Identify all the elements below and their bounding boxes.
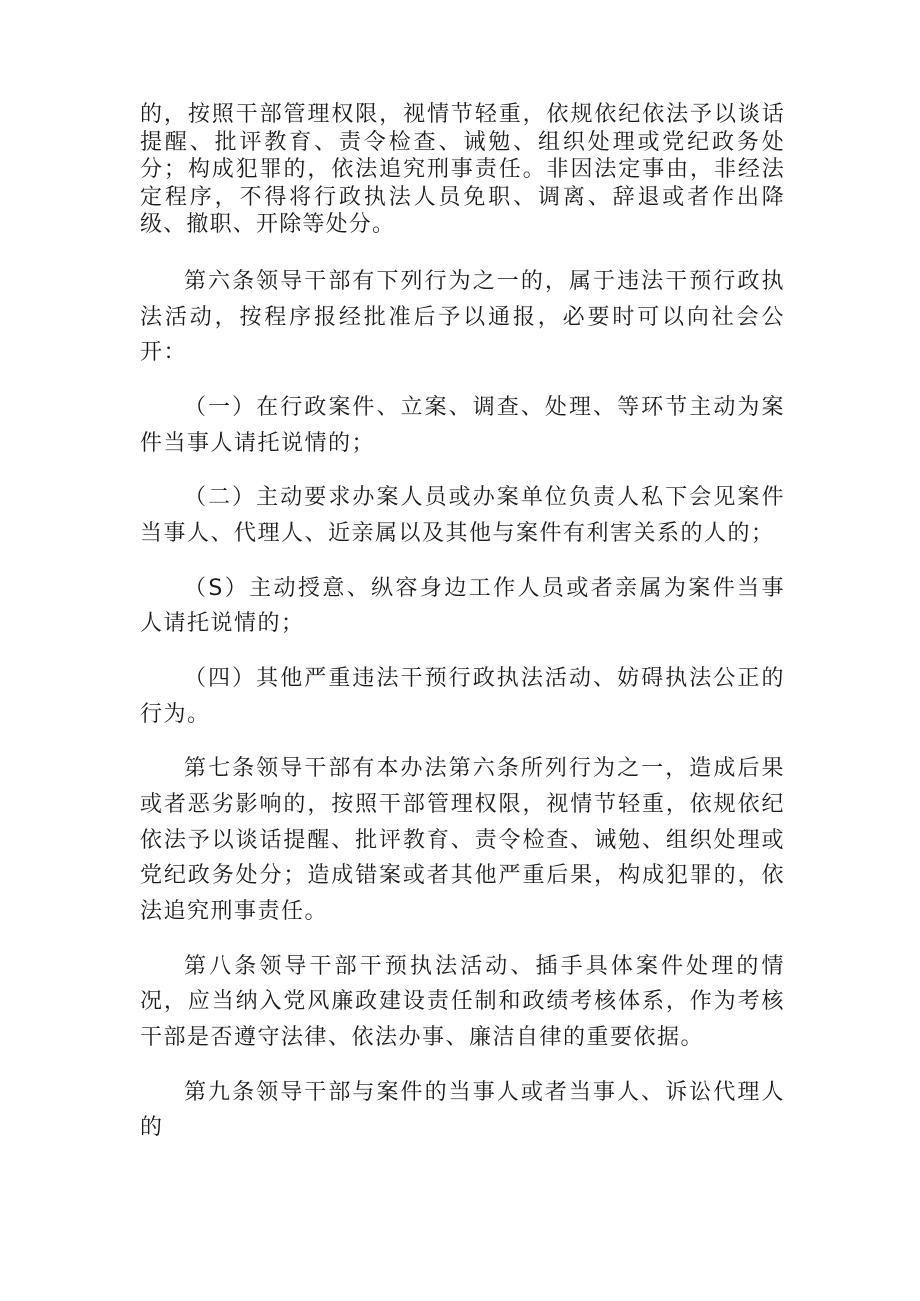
paragraph-continued: 的，按照干部管理权限，视情节轻重，依规依纪依法予以谈话提醒、批评教育、责令检查、诫勉、组织处理或党纪政务处分；构成犯罪的，依法追究刑事责任。非因法定事由，非经法定程序，不得将行政执法人员免职、调离、辞退或者作出降级、撤职、开除等处分。	[140, 102, 785, 237]
continued-paragraph-block	[140, 101, 785, 239]
paragraph-item-3: （S）主动授意、纵容身边工作人员或者亲属为案件当事人请托说情的；	[140, 575, 785, 637]
paragraph-article-6: 第六条领导干部有下列行为之一的，属于违法干预行政执法活动，按程序报经批准后予以通报，必要时可以向社会公开：	[140, 269, 785, 366]
paragraph-article-7: 第七条领导干部有本办法第六条所列行为之一，造成后果或者恶劣影响的，按照干部管理权限，视情节轻重，依规依纪依法予以谈话提醒、批评教育、责令检查、诫勉、组织处理或党纪政务处分；造成错案或者其他严重后果，构成犯罪的，依法追究刑事责任。	[140, 756, 785, 924]
paragraph-article-9: 第九条领导干部与案件的当事人或者当事人、诉讼代理人的	[140, 1079, 785, 1141]
document-body	[140, 264, 785, 1146]
paragraph-item-2: （二）主动要求办案人员或办案单位负责人私下会见案件当事人、代理人、近亲属以及其他与案件有利害关系的人的；	[140, 485, 785, 546]
paragraph-article-8: 第八条领导干部干预执法活动、插手具体案件处理的情况，应当纳入党风廉政建设责任制和政绩考核体系，作为考核干部是否遵守法律、依法办事、廉洁自律的重要依据。	[140, 953, 785, 1050]
paragraph-item-4: （四）其他严重违法干预行政执法活动、妨碍执法公正的行为。	[140, 666, 785, 727]
paragraph-item-1: （一）在行政案件、立案、调查、处理、等环节主动为案件当事人请托说情的；	[140, 394, 785, 456]
